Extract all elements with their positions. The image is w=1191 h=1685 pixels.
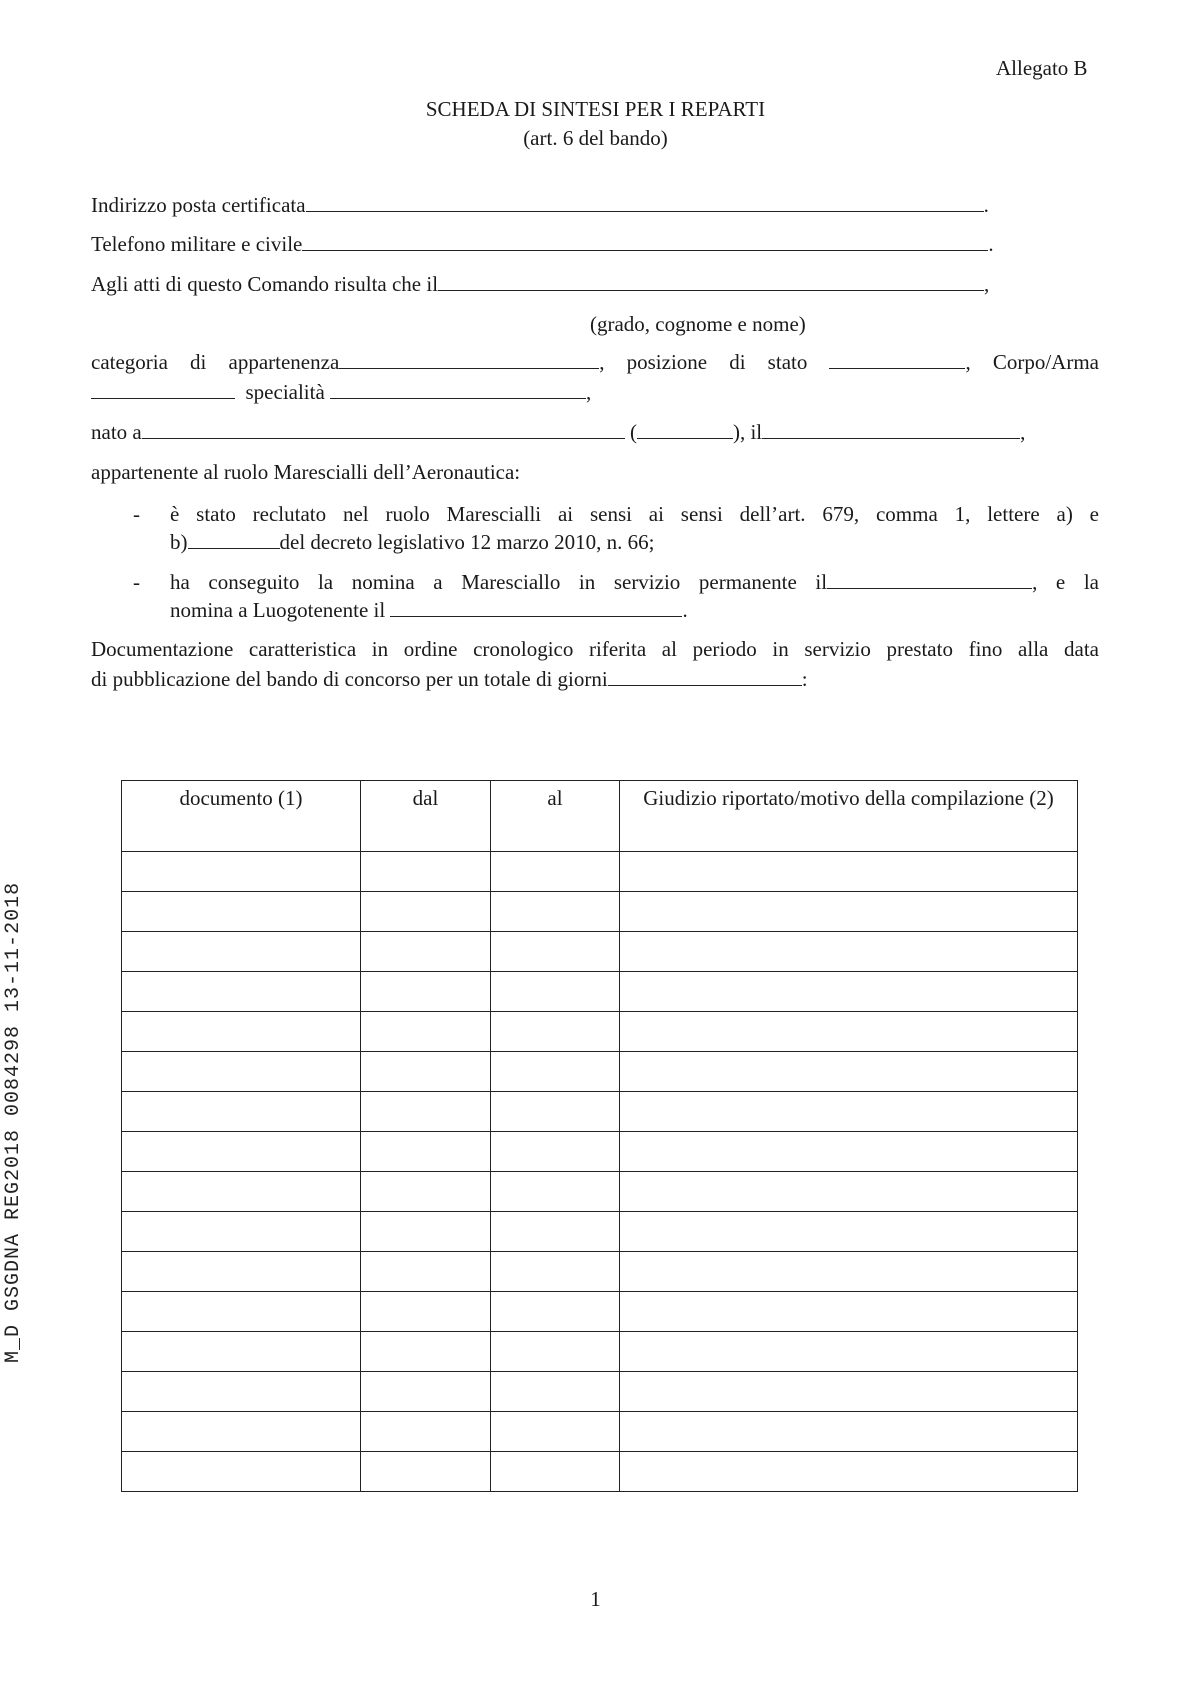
recruitment-letter-field[interactable] (188, 530, 280, 549)
al-cell[interactable] (491, 892, 620, 932)
status-label: , posizione di stato (599, 350, 808, 374)
specialty-label: specialità (245, 380, 325, 404)
table-row (122, 1452, 1078, 1492)
birthdate-field[interactable] (762, 420, 1020, 439)
records-row: Agli atti di questo Comando risulta che il , (91, 272, 990, 296)
dal-cell[interactable] (361, 1052, 491, 1092)
documento-cell[interactable] (122, 1412, 361, 1452)
category-label: categoria di appartenenza (91, 350, 340, 374)
giudizio-cell[interactable] (620, 932, 1078, 972)
dal-cell[interactable] (361, 1372, 491, 1412)
table-row (122, 1092, 1078, 1132)
documents-table (121, 780, 1078, 1492)
dal-cell[interactable] (361, 1172, 491, 1212)
al-cell[interactable] (491, 1092, 620, 1132)
lieutenant-date-field[interactable] (390, 598, 682, 617)
document-subtitle: (art. 6 del bando) (523, 126, 668, 150)
giudizio-cell[interactable] (620, 1172, 1078, 1212)
al-cell[interactable] (491, 1172, 620, 1212)
column-header-documento: documento (1) (122, 781, 361, 852)
column-header-dal: dal (361, 781, 491, 852)
pec-label: Indirizzo posta certificata (91, 193, 306, 217)
dal-cell[interactable] (361, 1012, 491, 1052)
documento-cell[interactable] (122, 1132, 361, 1172)
corps-label: , Corpo/Arma (965, 350, 1099, 374)
giudizio-cell[interactable] (620, 1292, 1078, 1332)
table-row (122, 1012, 1078, 1052)
annex-label: Allegato B (996, 56, 1088, 80)
dal-cell[interactable] (361, 932, 491, 972)
column-header-al: al (491, 781, 620, 852)
giudizio-cell[interactable] (620, 1452, 1078, 1492)
dal-cell[interactable] (361, 1292, 491, 1332)
table-row (122, 1052, 1078, 1092)
giudizio-cell[interactable] (620, 852, 1078, 892)
name-hint: (grado, cognome e nome) (590, 312, 806, 336)
al-cell[interactable] (491, 1292, 620, 1332)
giudizio-cell[interactable] (620, 1372, 1078, 1412)
al-cell[interactable] (491, 1132, 620, 1172)
table-row (122, 1292, 1078, 1332)
table-header-row (122, 781, 1078, 852)
born-row: nato a ( ), il , (91, 420, 1026, 444)
al-cell[interactable] (491, 972, 620, 1012)
phone-label: Telefono militare e civile (91, 232, 303, 256)
al-cell[interactable] (491, 1412, 620, 1452)
al-cell[interactable] (491, 852, 620, 892)
table-body (122, 852, 1078, 1492)
table-row (122, 852, 1078, 892)
documento-cell[interactable] (122, 1332, 361, 1372)
dal-cell[interactable] (361, 1412, 491, 1452)
giudizio-cell[interactable] (620, 1012, 1078, 1052)
specialty-field[interactable] (330, 380, 586, 399)
dal-cell[interactable] (361, 1252, 491, 1292)
pec-field[interactable] (306, 193, 984, 212)
dal-cell[interactable] (361, 972, 491, 1012)
giudizio-cell[interactable] (620, 892, 1078, 932)
dal-cell[interactable] (361, 1452, 491, 1492)
documento-cell[interactable] (122, 1212, 361, 1252)
total-days-field[interactable] (608, 667, 802, 686)
bullet-1-line1: è stato reclutato nel ruolo Marescialli ai sensi ai sensi dell’art. 679, comma 1, lettere a) e (170, 502, 1099, 526)
birthplace-field[interactable] (142, 420, 625, 439)
giudizio-cell[interactable] (620, 1132, 1078, 1172)
dal-cell[interactable] (361, 852, 491, 892)
giudizio-cell[interactable] (620, 972, 1078, 1012)
bullet-1-line2: b) del decreto legislativo 12 marzo 2010, n. 66; (170, 530, 655, 554)
bullet-1-marker: - (133, 502, 140, 526)
table-row (122, 1172, 1078, 1212)
table-row (122, 1252, 1078, 1292)
column-header-giudizio: Giudizio riportato/motivo della compilazione (2) (620, 781, 1078, 852)
pec-row: Indirizzo posta certificata . (91, 193, 989, 217)
table-row (122, 972, 1078, 1012)
giudizio-cell[interactable] (620, 1332, 1078, 1372)
dal-cell[interactable] (361, 1212, 491, 1252)
giudizio-cell[interactable] (620, 1092, 1078, 1132)
dal-cell[interactable] (361, 1332, 491, 1372)
category-field[interactable] (339, 350, 599, 369)
table-row (122, 1132, 1078, 1172)
al-cell[interactable] (491, 1212, 620, 1252)
documento-cell[interactable] (122, 932, 361, 972)
documento-cell[interactable] (122, 972, 361, 1012)
province-field[interactable] (637, 420, 733, 439)
table-row (122, 932, 1078, 972)
al-cell[interactable] (491, 1012, 620, 1052)
giudizio-cell[interactable] (620, 1252, 1078, 1292)
table-row (122, 1332, 1078, 1372)
documento-cell[interactable] (122, 1052, 361, 1092)
dal-cell[interactable] (361, 892, 491, 932)
phone-row: Telefono militare e civile . (91, 232, 994, 256)
table-row (122, 1372, 1078, 1412)
giudizio-cell[interactable] (620, 1212, 1078, 1252)
documento-cell[interactable] (122, 1092, 361, 1132)
role-label: appartenente al ruolo Marescialli dell’Aeronautica: (91, 460, 521, 484)
documentation-line2: di pubblicazione del bando di concorso per un totale di giorni : (91, 667, 808, 691)
documento-cell[interactable] (122, 1452, 361, 1492)
documento-cell[interactable] (122, 1252, 361, 1292)
protocol-stamp: M_D GSGDNA REG2018 0084298 13-11-2018 (2, 881, 25, 1363)
documento-cell[interactable] (122, 1372, 361, 1412)
bullet-2-line1: ha conseguito la nomina a Maresciallo in servizio permanente il , e la (170, 570, 1099, 594)
born-date-label: ), il (732, 420, 763, 444)
al-cell[interactable] (491, 1452, 620, 1492)
page-number: 1 (590, 1587, 601, 1611)
al-cell[interactable] (491, 932, 620, 972)
table-row (122, 1412, 1078, 1452)
al-cell[interactable] (491, 1052, 620, 1092)
documento-cell[interactable] (122, 1012, 361, 1052)
giudizio-cell[interactable] (620, 1412, 1078, 1452)
name-field[interactable] (438, 272, 984, 291)
al-cell[interactable] (491, 1332, 620, 1372)
documento-cell[interactable] (122, 1172, 361, 1212)
documento-cell[interactable] (122, 1292, 361, 1332)
al-cell[interactable] (491, 1372, 620, 1412)
table-row (122, 892, 1078, 932)
table-row (122, 1212, 1078, 1252)
category-row (91, 350, 1099, 375)
dal-cell[interactable] (361, 1132, 491, 1172)
documento-cell[interactable] (122, 892, 361, 932)
documento-cell[interactable] (122, 852, 361, 892)
status-field[interactable] (829, 350, 965, 369)
bullet-2-line2: nomina a Luogotenente il . (170, 598, 688, 622)
specialty-row: specialità , (91, 380, 591, 405)
document-title: SCHEDA DI SINTESI PER I REPARTI (425, 97, 766, 121)
dal-cell[interactable] (361, 1092, 491, 1132)
giudizio-cell[interactable] (620, 1052, 1078, 1092)
marshal-date-field[interactable] (827, 570, 1032, 589)
born-label: nato a (91, 420, 142, 444)
documentation-line1: Documentazione caratteristica in ordine cronologico riferita al periodo in servizio prestato fino alla data (91, 637, 1099, 661)
phone-field[interactable] (302, 232, 988, 251)
al-cell[interactable] (491, 1252, 620, 1292)
records-label: Agli atti di questo Comando risulta che il (91, 272, 439, 296)
corps-field[interactable] (91, 380, 235, 399)
bullet-2-marker: - (133, 570, 140, 594)
